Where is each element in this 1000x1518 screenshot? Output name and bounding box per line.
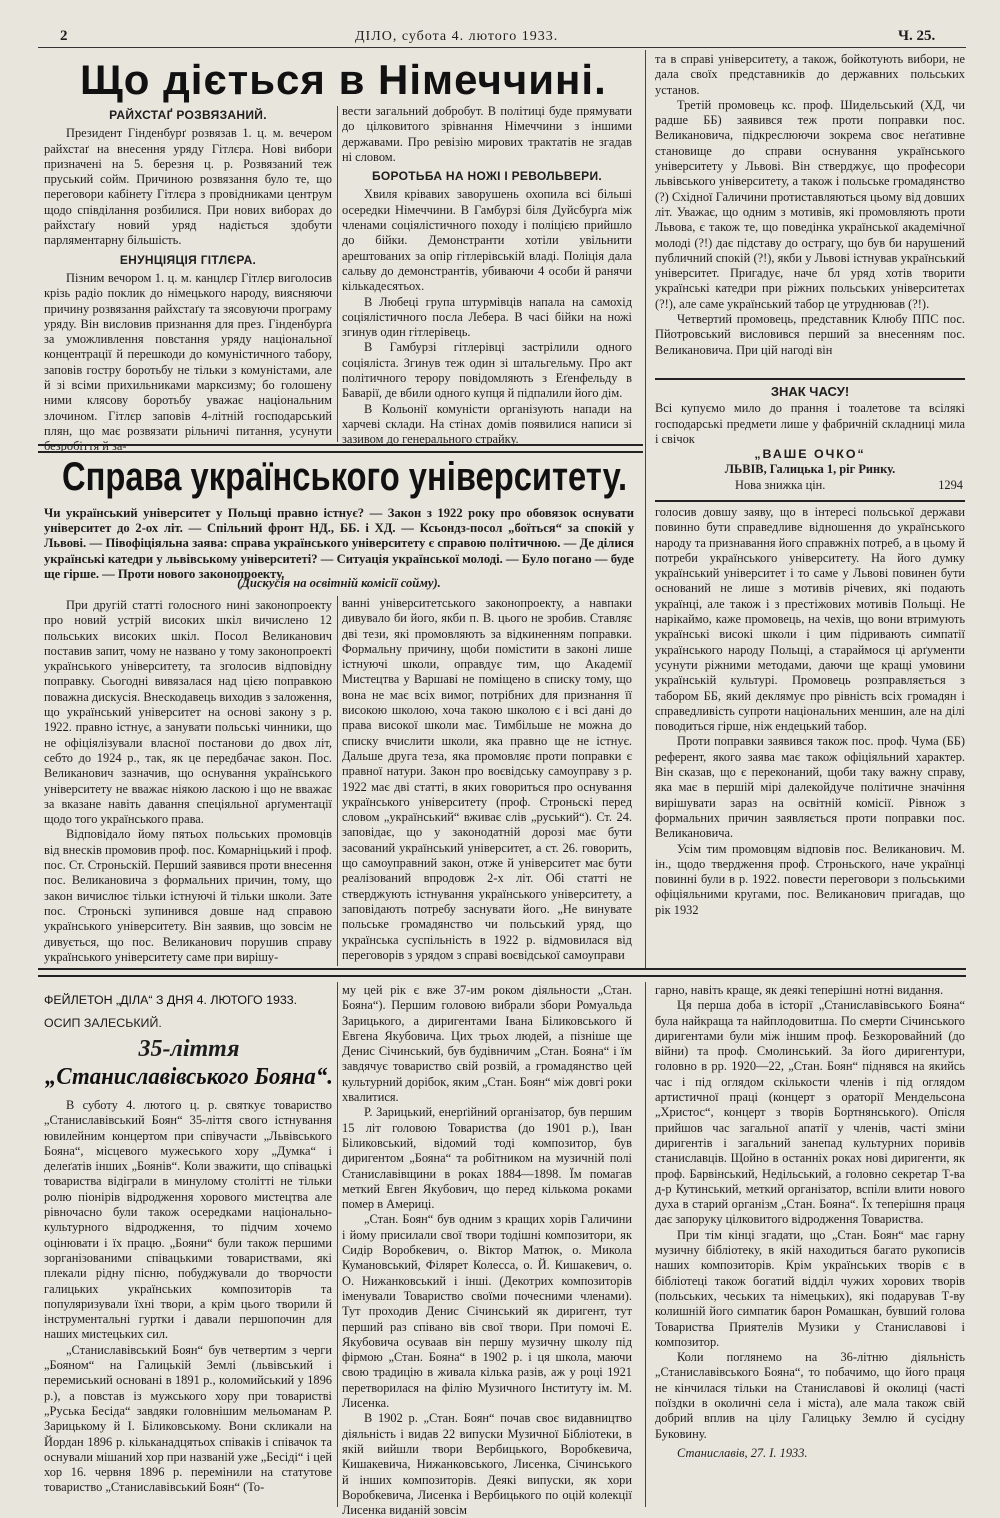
germany-headline: Що діється в Німеччині. — [80, 56, 607, 103]
paragraph: Хвиля крівавих заворушень охопила всі більші осередки Німеччини. В Гамбурзі біля Дуйсбурґа між членами соціялістичного походу і поліцією прийшло до бійки. Демонстранти хотіли увільнити арештованих за опір гітлерівській владі. Поліція дала сальву до демонстрантів, убиваючи 4 особи й ранячи кількадесятьох. — [342, 187, 632, 294]
paragraph: му цей рік є вже 37-им роком діяльности „Стан. Бояна“). Першим головою вибрали збори Ромуальда Зарицького, а диригентами Івана Біликовського й Евгена Якубовича. Цих трьох людей, а пізніше ще Денис Січинський, був будівничим „Стан. Бояна“ і їм завдячує товариство свій розвій, а громадянство цей культурний дорібок, яким „Стан. Боян“ між довгі роки хвалитися. — [342, 983, 632, 1105]
paragraph: В Кольонії комуністи організують напади на харчеві склади. На стінах домів появилися написи зі зазивом до генерального страйку. — [342, 401, 632, 447]
advertisement — [655, 384, 965, 496]
university-source: (Дискусія на освітній комісії сойму). — [237, 576, 441, 590]
paragraph: В Любеці група штурмівців напала на самохід соціялістичного посла Лебера. В часі бійки на ножі згинув один гітлерівець. — [342, 294, 632, 340]
feuilleton-title-line-1: 35-ліття — [138, 1036, 240, 1062]
column-rule — [337, 982, 338, 1507]
germany-column-2 — [342, 104, 632, 447]
paragraph: Президент Гінденбурґ розвязав 1. ц. м. вечером райхстаґ на внесення уряду Гітлєра. Нові вибори призначені на 5. березня ц. р. Розвязаний теж пруський сойм. Причиною розвязання було те, що переговори кабінету Гітлєра з провідниками центрум щодо співділання розбилися. При нових виборах до райхстаґу новий уряд надіється здобути парляментарну більшість. — [44, 126, 332, 248]
column-rule — [645, 50, 646, 970]
paragraph: вести загальний добробут. В політиці буде прямувати до цілковитого зрівнання Німеччини з іншими державами. Про ревізію мирових трактатів не згадав ні словом. — [342, 104, 632, 164]
university-subhead: Чи український університет у Польщі правно істнує? — Закон з 1922 року про обовязок оснувати університет до 2-ох літ. — Спільний фронт НД., ББ. і ХД. — Ксьондз-посол „боїться“ за спокій у Львові. — Півофіціяльна заява: справа українського університету є справою політичною. — Де ділися українські катедри у львівському університеті? — Ситуація української молоді. — Було погано — буде ще гірше. — Проти нового законопроекту. — [44, 506, 634, 581]
paragraph: Проти поправки заявився також пос. проф. Чума (ББ) референт, якого заява має також офіціяльний характер. Він сказав, що є переконаний, щоби таку важну справу, яка має в першій мірі далекойдуче політичне значіння вирішувати зараз на освітній комісії. Рівнож з формальних причин заявляється проти поправки пос. Великановича. — [655, 734, 965, 841]
signature: Станиславів, 27. І. 1933. — [677, 1445, 808, 1460]
paragraph: голосив довшу заяву, що в інтересі польської держави повинно бути справедливе відношення до українського народу та признавання його справжніх потреб, а в цьому й потреби українського університету. На його думку український університет і то саме у Львові повинен бути оснований не лише з мотивів річевих, які подають українці, але також і з престіжових мотивів Польщі. Не нарікаймо, каже промовець, на чехів, що вони втримують українські високі школи і цим підривають симпатії українського народу Польщі, а стараймося ці арґументи усунути ріжними методами, даючи ще кращі умовини українській культурі. Промовець розправляється з табором ББ, який деклямує про рівність всіх громадян і справедливість супроти національних меншин, але на ділі поводиться гірше, ніж ендецький табор. — [655, 505, 965, 734]
paragraph: В суботу 4. лютого ц. р. святкує товариство „Станиславівський Боян“ 35-ліття свого істнування ювилейним концертом при співучасти „Львівського Бояна“, місцевого мужеського хору „Думка“ і делеґатів інших „Боянів“. Коли зважити, що співацькі товариства відіграли в минулому столітті не тільки ролю піонірів відродження хорового мистецтва але рівночасно були також осередками національно-культурного відродження, то підчим хочемо оцінювати і їх працю. „Бояни“ були також першими зорганізованими співацькими товариствами, які плекали рідну пісню, побуджували до творчости галицьких українських композиторів та популяризували їхні твори, а крім цього творили й інструментальні гуртки і давали першопочин для наших мистецьких сил. — [44, 1098, 332, 1342]
section-divider — [38, 444, 643, 453]
university-column-3 — [655, 505, 965, 966]
paragraph: ванні університетського законопроекту, а навпаки дивувало би його, якби п. В. цього не зробив. Ставляє дві тези, які промовляють за відкиненням поправки. Формальну причину, щоби помістити в законі лише істнуючі школи, оправдує тим, що Академії Мистецтва у Варшаві не поміщено в списку тому, що вона не має всіх вимог, потрібних для признання її високою школою, хоча такою школою є і всі дані до права високої школи має. Тимбільше не можна до списку вчислити школи, яка правно ще не істнує. Дальше друга теза, яка промовляє проти поправки є правної натури. Закон про воєвідську самоуправу з р. 1922 має дві статті, в яких говориться про оснування українського університету (проф. Строньскі перед словом „український“ вживає слів „руський“). Ст. 24. заповідає, що у законодатній дорозі має бути засований український університет, а ст. 26. говорить, що самоуправний закон, отже й університет має бути реалізований впродовж 2-х літ. Обі статті не стверджують істнування українського університету, а заповідають потребу заснувати його. „Не винувате польське громадянство чи польський уряд, що українська суспільність в 1922 р. відмовилася від переговорів з урядом з справі воєвідської самоуправи — [342, 596, 632, 962]
section-heading: БОРОТЬБА НА НОЖІ І РЕВОЛЬВЕРИ. — [371, 169, 603, 184]
feuilleton-column-1 — [44, 1098, 332, 1508]
ad-code: 1294 — [938, 477, 963, 492]
university-column-2 — [342, 596, 632, 966]
running-title: ДІЛО, субота 4. лютого 1933. — [355, 29, 559, 44]
paragraph: В Гамбурзі гітлерівці застрілили одного соціяліста. Згинув теж один зі штальгельму. Про акт політичного терору повідомляють з Еґенфельду в Баварії, де вбили одного купця й підпалили його дім. — [342, 340, 632, 401]
paragraph: Пізним вечором 1. ц. м. канцлєр Гітлєр виголосив крізь радіо поклик до німецького народу, виясняючи причину розвязання райхстаґу та зясовуючи програму уряду. Він висловив признання для през. Гінденбурґа за уможливлення повстання уряду національної концентрації й перешкоди до комуністичного табору, заповів гостру боротьбу не тільки з комуністами, але й зі всіми прихильниками марксизму; бо голошену ними клясову боротьбу уважає національним злочином. Гітлєр заповів 4-літній господарський плян, що має розвязати рільничі питання, усунути безробіття й за- — [44, 270, 332, 454]
feuilleton-author: ОСИП ЗАЛЕСЬКИЙ. — [44, 1016, 162, 1030]
paragraph: „Стан. Боян“ був одним з кращих хорів Галичини і йому присилали свої твори тодішні композитори, як Сидір Воробкевич, о. Віктор Матюк, о. Микола Кумановський, Філярет Колесса, о. Й. Кишакевич, о. О. Нижанковський і інші. (Декотрих композиторів іменували Товариство своїми почесними членами). Тут проходив Денис Січинський як диригент, тут перший раз співано вів свої твори. При помочі Е. Якубовича осуваав він першу музичну школу під фірмою „Стан. Бояна“ в 1902 р. і ця школа, маючи свою традицію в живала кілька разів, аж у році 1921 перетворилася на філію Музичного Інституту ім. М. Лисенка. — [342, 1212, 632, 1411]
paragraph: Третій промовець кс. проф. Шидельський (ХД, чи радше ББ) заявився теж проти поправки пос. Великановича, підкреслюючи зокрема своє неґативне становище до справи оснування українського університету у Львові. Він стверджує, що професори львівського університету, а також і польське громадянство (?) Східної Галичини протиставляються цьому від довших літ. Уважає, що одним з мотивів, які промовляють проти Львова, є також те, що поведінка української академічної молоді (?!) дає підставу до острагу, що був би нарушений публичний спокій (?!), якби у Львові істнував український університет. Пригадує, наче бл уряд хотів творити українські катедри при ріжних польських університетах (?!), але саме український табор це утруднював (?!). — [655, 97, 965, 311]
paragraph: Коли поглянемо на 36-літню діяльність „Станиславівського Бояна“, то побачимо, що його праця не кінчилася тільки на Станиславові й околиці (часті поїздки в околичні села і міста), але мала також свій добрий вплив на цілу Галицьку Землю й сусідну Буковину. — [655, 1350, 965, 1441]
paragraph: Відповідало йому пятьох польських промовців від внесків промовив проф. пос. Комарніцький і проф. пос. Ст. Строньскій. Перший заявився проти внесення пос. Великановича з формальних причин, тому, що закон вичислює тільки істнуючі й тільки школи. Зате пос. Строньскі зупинився довше над справою українського університету. Він заявив, що зовсім не дивується, що пос. Великанович порушив справу українського університету саме при вирішу- — [44, 827, 332, 964]
column-rule — [645, 982, 646, 1507]
section-heading: ЕНУНЦІЯЦІЯ ГІТЛЄРА. — [119, 252, 257, 267]
paragraph: Ця перша доба в історії „Станиславівського Бояна“ була найкраща та найплодовитша. По смерти Січинського диригентами були між іншим проф. Безкоровайний (до війни) та проф. Смолинський. За його диригентури, головно в рр. 1920—22, „Стан. Боян“ піднявся на якийсь час і під оглядом скількости членів і під оглядом артистичної праці (концерт з ораторії Мендельсона „Христос“, концерт з творів Бортнянського). Опісля прийшов час загальної апатії у членів, часті зміни диригентів і загальний занепад культурних поривів станиславців. Щойно в останніх роках нові диригенти, як проф. Барвінський, Недільський, а головно секретар Т-ва д-р Кутинський, меткий організатор, вспіли влити нового духа в старий організм „Стан. Бояна“. Їх теперішня праця дає запоруку цілковитого відродження Товариства. — [655, 998, 965, 1227]
feuilleton-column-2 — [342, 983, 632, 1518]
ad-address: ЛЬВІВ, Галицька 1, ріг Ринку. — [724, 462, 896, 477]
paragraph: „Станиславівський Боян“ був четвертим з черги „Бояном“ на Галицькій Землі (львівський і перемиський основані в 1891 р., коломийський у 1896 р.), а повстав із мужського хору при товаристві „Руська Бесіда“ завдяки головнішим мельоманам Р. Зарицькому й І. Біликовському. Вони скликали на Йордан 1896 р. кільканадцятьох співаків і співачок та оснували мішаний хор при названій уже „Бесіді“ і цей хор 16. червня 1896 р. перемінили на статутове товариство „Станиславівський Боян“ (То- — [44, 1342, 332, 1495]
column-rule — [337, 106, 338, 442]
section-heading: РАЙХСТАҐ РОЗВЯЗАНИЙ. — [109, 108, 267, 122]
university-headline: Справа українського університету. — [62, 455, 628, 499]
ad-body: Всі купуємо мило до прання і тоалетове та всілякі господарські предмети лише у фабричній складниці мила і свічок — [655, 401, 965, 446]
feuilleton-divider — [38, 968, 966, 977]
paragraph: Усім тим промовцям відповів пос. Великанович. М. ін., щодо твердження проф. Строньского, наче українці повинні були в р. 1922. повести переговори з польськими офіціяльними кругами, пос. Великанович пригадав, що рік 1932 — [655, 841, 965, 917]
university-column-1 — [44, 598, 332, 966]
paragraph: гарно, навіть краще, як деякі теперішні нотні видання. — [655, 983, 944, 997]
ad-note: Нова знижка цін. — [735, 477, 826, 492]
page-number: 2 — [60, 28, 68, 44]
ad-brand: „ВАШЕ ОЧКО“ — [754, 447, 866, 462]
ad-rule-bottom — [655, 500, 965, 502]
university-continuation-column — [655, 52, 965, 376]
ad-title: ЗНАК ЧАСУ! — [770, 384, 850, 399]
paragraph: При другій статті голосного нині законопроекту про новий устрій високих шкіл вичислено 12 польських високих шкіл. Посол Великанович поставив запит, чому не названо у тому законопроекті українського університету, та зголосив відповідну поправку. Сьогодні вивязалася над цією поправкою поважна дискусія. Внескодавець виходив з заложення, що український університет на основі закону з р. 1922. правно істнує, а занувати польські чинники, що не офіціялізували власної постанови до двох літ, себто до 1924 р., так, як це передбачає закон. Пос. Великанович зазначив, що оснування українського університету не вважає ніякою ласкою і що не вважає за вказане навіть давання спеціяльної арґументації щодо того українського права. — [44, 598, 332, 827]
paragraph: Четвертий промовець, представник Клюбу ППС пос. Пйотровський висловився перший за внесенням пос. Великановича. При цій нагоді він — [655, 312, 965, 357]
paragraph: В 1902 р. „Стан. Боян“ почав своє видавництво діяльність і видав 22 випуски Музичної Бібліотеки, в якій вийшли твори Вербицького, Воробкевича, Кишакевича, Нижанковського, Лисенка, Січинського й інших композиторів. Деякі випуски, як хори Воробкевича, Лисенка і Вербицького по оцій колекції Лисенка виданій зовсім — [342, 1411, 632, 1518]
column-rule — [337, 596, 338, 966]
issue-number: Ч. 25. — [898, 28, 936, 44]
feuilleton-title-line-2: „Станиславівського Бояна“. — [45, 1064, 333, 1090]
paragraph: При тім кінці згадати, що „Стан. Боян“ має гарну музичну бібліотеку, в якій находиться багато рукописів наших композиторів. Крім українських творів є в бібліотеці також богатий відділ чужих хорових творів (польських, чеських та німецьких), які подарував Т-ву колишній його симпатик барон Ромашкан, бувший голова Товариства Приятелів Музики у Станиславові і композитор. — [655, 1227, 965, 1349]
germany-column-1 — [44, 104, 332, 454]
feuilleton-column-3 — [655, 983, 965, 1508]
masthead-rule — [38, 47, 966, 48]
feuilleton-rubric: ФЕЙЛЕТОН „ДІЛА“ З ДНЯ 4. ЛЮТОГО 1933. — [44, 993, 298, 1007]
paragraph: та в справі університету, а також, бойкотують вибори, не дала своїх представників до державних польських установ. — [655, 52, 965, 97]
ad-rule-top — [655, 378, 965, 380]
paragraph: Р. Зарицький, енерґійний організатор, був першим 15 літ головою Товариства (до 1901 р.), Іван Біликовський, відомий тоді композитор, був диригентом „Бояна“ та робітником на музичній полі Станиславівщини в роках 1884—1898. Їм помагав меткий Евген Якубович, що перед кількома роками помер в Америці. — [342, 1105, 632, 1212]
